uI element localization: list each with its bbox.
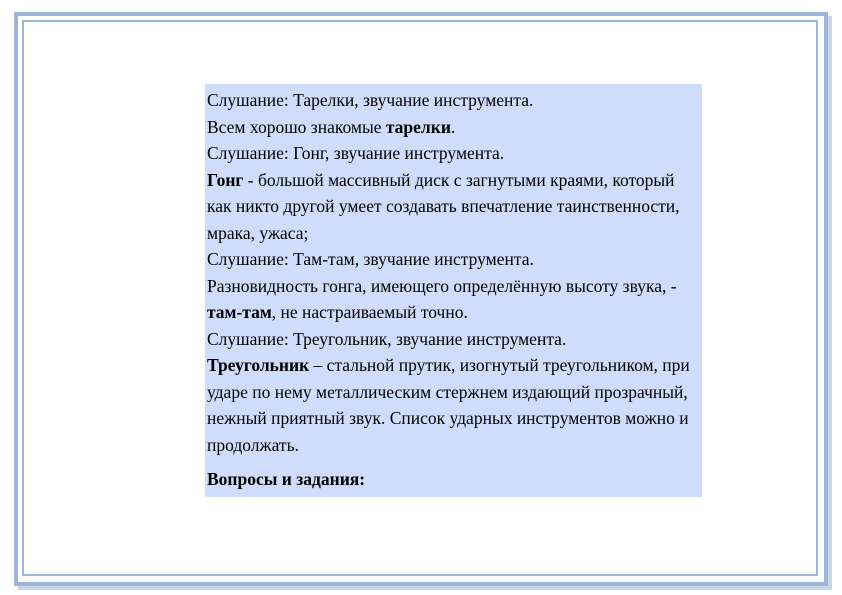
listening-cymbals: Слушание: Тарелки, звучание инструмента. xyxy=(207,90,534,110)
questions-heading: Вопросы и задания: xyxy=(207,469,366,489)
cymbals-text-post: . xyxy=(450,116,456,137)
tamtam-text-post: , не настраиваемый точно. xyxy=(271,302,468,322)
tamtam-description xyxy=(207,273,700,326)
listening-gong: Слушание: Гонг, звучание инструмента. xyxy=(207,143,505,163)
listening-triangle: Слушание: Треугольник, звучание инструмента. xyxy=(207,328,567,349)
listening-tamtam: Слушание: Там-там, звучание инструмента. xyxy=(207,249,534,269)
gong-term: Гонг xyxy=(207,169,244,190)
cymbals-line xyxy=(207,114,700,141)
text-block xyxy=(205,84,702,497)
triangle-term: Треугольник xyxy=(207,355,310,375)
cymbals-term: тарелки xyxy=(385,116,451,137)
triangle-description xyxy=(207,352,700,458)
triangle-text: – стальной прутик, изогнутый треугольником, при ударе по нему металлическим стержнем издающий прозрачный, нежный приятный звук. Список ударных инструментов можно и продолжать. xyxy=(207,355,690,455)
tamtam-text-pre: Разновидность гонга, имеющего определённую высоту звука, - xyxy=(207,275,677,296)
gong-description xyxy=(207,167,700,247)
tamtam-term: там-там xyxy=(207,302,272,322)
gong-text: - большой массивный диск с загнутыми краями, который как никто другой умеет создавать впечатление таинственности, мрака, ужаса; xyxy=(207,169,680,243)
cymbals-text-pre: Всем хорошо знакомые xyxy=(207,116,386,137)
